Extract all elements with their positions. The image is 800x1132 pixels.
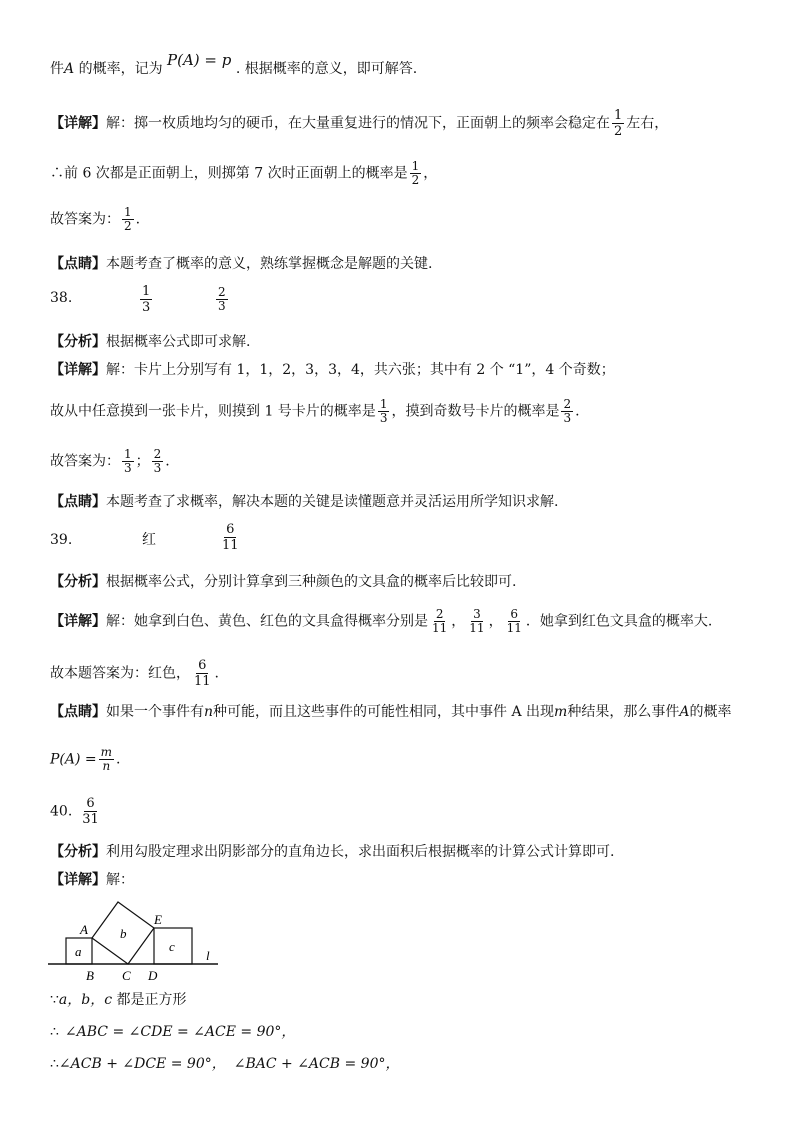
text-line-18 [50, 990, 187, 1010]
text-line-8 [50, 398, 580, 425]
section-tag: 【分析】 [50, 334, 106, 350]
fraction: $\frac{6}{11}$ [194, 658, 211, 689]
text-line-19 [50, 1022, 295, 1042]
text: 解：她拿到白色、黄色、红色的文具盒得概率分别是 [106, 613, 428, 630]
text: 故从中任意摸到一张卡片，则摸到 1 号卡片的概率是 [50, 403, 376, 420]
fraction: $\frac{1}{3}$ [379, 397, 388, 425]
label-e-point: E [154, 912, 162, 927]
text-line-12: 【详解】解：她拿到白色、黄色、红色的文具盒得概率分别是 $\frac{2}{11}$ ， $\frac{3}{11}$ ， $\frac{6}{11}$ ．她拿到红色文具盒的概率大. [50, 607, 713, 635]
fraction: $\frac{2}{11}$ [432, 607, 448, 635]
variable-a: A [64, 61, 75, 77]
text: . [165, 453, 170, 470]
fraction: $\frac{2}{3}$ [563, 397, 572, 425]
formula: ∠BAC + ∠ACB = 90°， [233, 1056, 400, 1072]
text: ，摸到奇数号卡片的概率是 [391, 403, 560, 420]
text-line-3 [50, 160, 437, 187]
formula-lhs: P(A) = [50, 751, 97, 768]
question-number: 39. [50, 532, 73, 548]
label-square-a: a [75, 944, 82, 959]
fraction: $\frac{1}{2}$ [124, 205, 132, 233]
text: . 根据概率的意义，即可解答. [231, 61, 418, 77]
text: . [135, 211, 141, 228]
question-39 [50, 522, 239, 553]
question-38 [50, 284, 226, 315]
text: ．她拿到红色文具盒的概率大. [525, 613, 713, 630]
variable-a: A [679, 704, 690, 720]
text: 本题考查了求概率，解决本题的关键是读懂题意并灵活运用所学知识求解. [106, 494, 559, 510]
fraction: $\frac{2}{3}$ [153, 447, 162, 475]
label-square-b: b [120, 926, 127, 941]
fraction: $\frac{1}{2}$ [411, 159, 420, 187]
label-b-point: B [86, 968, 94, 983]
text-line-13 [50, 658, 219, 689]
formula: ∠ACB + ∠DCE = 90°， [58, 1056, 226, 1072]
text: 件 [50, 61, 64, 77]
text-line-20 [50, 1054, 400, 1074]
text: 种可能，而且这些事件的可能性相同，其中事件 A 出现 [213, 704, 555, 720]
label-a-point: A [80, 922, 88, 937]
text: 根据概率公式即可求解. [106, 334, 251, 350]
text-line-6 [50, 332, 250, 352]
text: 故答案为： [50, 211, 120, 228]
text: 的概率 [689, 704, 732, 720]
text: 故本题答案为：红色， [50, 665, 190, 682]
section-tag: 【点睛】 [50, 704, 106, 720]
therefore-symbol: ∴ [50, 165, 64, 182]
text: . [116, 751, 121, 768]
section-tag: 【分析】 [50, 844, 106, 860]
text: 本题考查了概率的意义，熟练掌握概念是解题的关键. [106, 256, 433, 272]
label-line-l: l [206, 948, 210, 963]
text-line-4 [50, 206, 140, 233]
fraction: $\frac{1}{3}$ [124, 447, 132, 475]
text: . [214, 665, 219, 682]
text-line-15 [50, 746, 120, 773]
text-line-16 [50, 842, 614, 862]
fraction: $\frac{6}{11}$ [506, 607, 522, 635]
geometry-figure [46, 896, 226, 986]
answer-fraction: $\frac{6}{31}$ [82, 796, 99, 827]
label-c-point: C [122, 968, 131, 983]
text: 解： [106, 872, 134, 888]
fraction: $\frac{m}{n}$ [100, 745, 113, 773]
answer-fraction: $\frac{6}{11}$ [222, 522, 239, 553]
section-tag: 【点睛】 [50, 256, 106, 272]
text-line-17 [50, 870, 134, 890]
variable-m: m [554, 704, 568, 720]
section-tag: 【详解】 [50, 115, 106, 132]
answer-fraction-1: $\frac{1}{3}$ [142, 284, 151, 315]
text: 都是正方形 [112, 992, 187, 1008]
label-d-point: D [148, 968, 158, 983]
question-number: 40. [50, 803, 73, 820]
fraction: $\frac{3}{11}$ [469, 607, 485, 635]
text: 种结果，那么事件 [567, 704, 680, 720]
section-tag: 【详解】 [50, 872, 106, 888]
section-tag: 【详解】 [50, 613, 106, 630]
question-number: 38. [50, 290, 73, 306]
text: 故答案为： [50, 453, 120, 470]
section-tag: 【点睛】 [50, 494, 106, 510]
text: 的概率，记为 [74, 61, 168, 77]
text-line-5 [50, 254, 432, 274]
label-square-c: c [169, 939, 175, 954]
section-tag: 【分析】 [50, 574, 106, 590]
fraction: $\frac{1}{2}$ [614, 108, 623, 139]
therefore-symbol: ∴ [50, 1024, 59, 1040]
variables-abc: a，b，c [58, 992, 113, 1008]
text: 利用勾股定理求出阴影部分的直角边长，求出面积后根据概率的计算公式计算即可. [106, 844, 615, 860]
because-symbol: ∵ [50, 992, 59, 1008]
text-line-1 [50, 51, 418, 79]
text: 解：卡片上分别写有 1，1，2，3，3，4，共六张；其中有 2 个 “1”，4 个奇数； [106, 362, 615, 378]
text: ； [135, 453, 150, 470]
text: 左右， [626, 115, 669, 132]
question-40 [50, 796, 103, 827]
text: . [575, 403, 580, 420]
text: ， [423, 165, 438, 182]
answer-fraction-2: $\frac{2}{3}$ [218, 285, 226, 313]
text-line-10 [50, 492, 558, 512]
text-line-14 [50, 702, 731, 722]
text-line-11 [50, 572, 516, 592]
text-line-9 [50, 448, 170, 475]
variable-n: n [204, 704, 214, 720]
answer-color: 红 [142, 532, 156, 548]
text: 如果一个事件有 [106, 704, 204, 720]
text-line-7 [50, 360, 615, 380]
section-tag: 【详解】 [50, 362, 106, 378]
text: 根据概率公式，分别计算拿到三种颜色的文具盒的概率后比较即可. [106, 574, 517, 590]
formula-p-a: P(A) = p [167, 51, 232, 69]
text-line-2 [50, 108, 668, 139]
therefore-symbol: ∴ [50, 1056, 59, 1072]
text: 解：掷一枚质地均匀的硬币，在大量重复进行的情况下，正面朝上的频率会稳定在 [106, 115, 610, 132]
text: 前 6 次都是正面朝上，则掷第 7 次时正面朝上的概率是 [64, 165, 408, 182]
formula: ∠ABC = ∠CDE = ∠ACE = 90°， [64, 1024, 296, 1040]
